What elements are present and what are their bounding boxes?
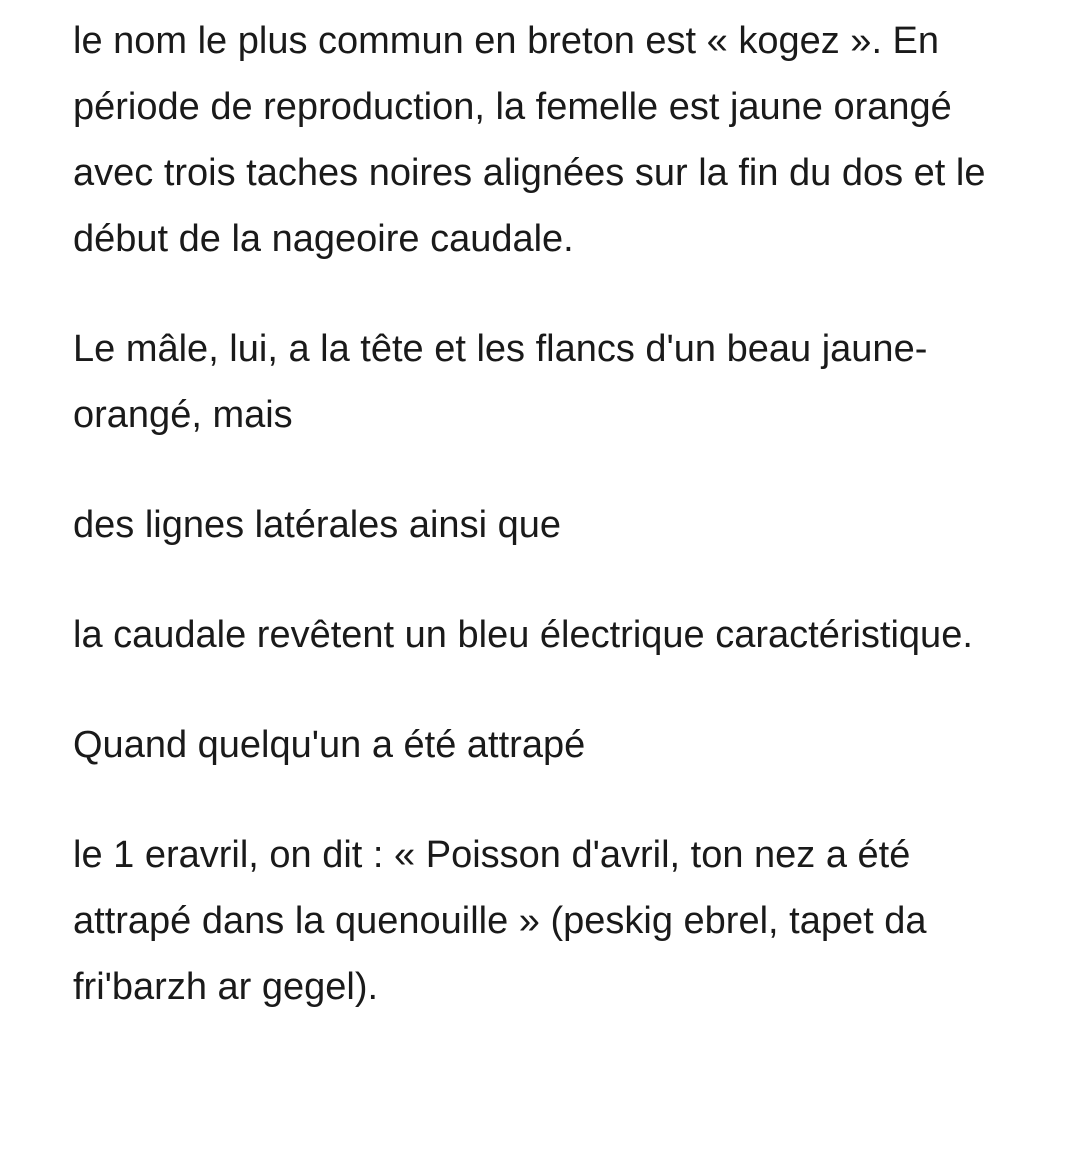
paragraph-male-color: Le mâle, lui, a la tête et les flancs d'un beau jaune-orangé, mais xyxy=(73,328,928,436)
paragraph-breton-name: le nom le plus commun en breton est « kogez ». En période de reproduction, la femelle est jaune orangé avec trois taches noires alignées sur la fin du dos et le début de la nageoire caudale. xyxy=(73,20,986,260)
paragraph-lateral-lines: des lignes latérales ainsi que xyxy=(73,504,561,546)
paragraph-caught: Quand quelqu'un a été attrapé xyxy=(73,724,586,766)
paragraph-april-fool: le 1 eravril, on dit : « Poisson d'avril, ton nez a été attrapé dans la quenouille » (peskig ebrel, tapet da fri'barzh ar gegel). xyxy=(73,834,927,1008)
article-body xyxy=(73,8,1013,1020)
paragraph-caudal-blue: la caudale revêtent un bleu électrique caractéristique. xyxy=(73,614,973,656)
